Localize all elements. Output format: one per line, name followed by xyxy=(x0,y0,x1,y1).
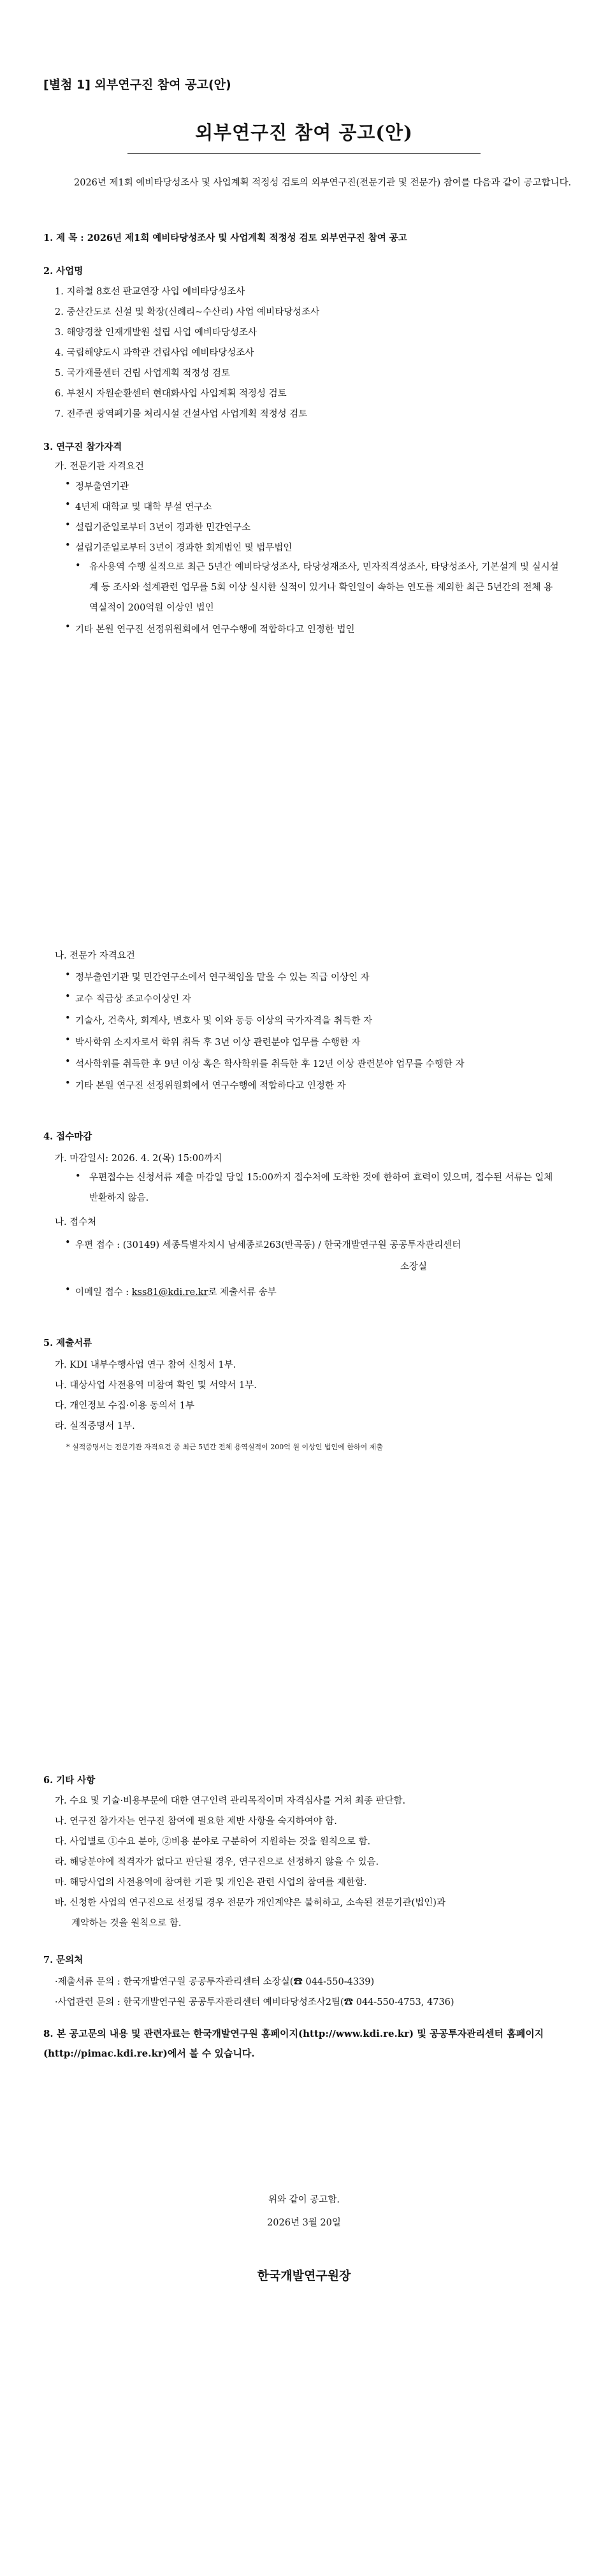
expert-criteria-label: 나. 전문가 자격요건 xyxy=(55,951,135,961)
document-item: 나. 대상사업 사전용역 미참여 확인 및 서약서 1부. xyxy=(55,1380,257,1391)
expert-bullet: • 기술사, 건축사, 회계사, 변호사 및 이와 동등 이상의 국가자격을 취득한 자 xyxy=(75,1013,372,1027)
expert-bullet: • 기타 본원 연구진 선정위원회에서 연구수행에 적합하다고 인정한 자 xyxy=(75,1078,345,1092)
misc-item: 라. 해당분야에 적격자가 없다고 판단될 경우, 연구진으로 선정하지 않을 수 있음. xyxy=(55,1857,379,1867)
section-4-heading: 4. 접수마감 xyxy=(43,1131,92,1142)
receipt-label: 나. 접수처 xyxy=(55,1217,97,1227)
criteria-bullet: • 설립기준일로부터 3년이 경과한 민간연구소 xyxy=(75,520,250,533)
contact-docs: ·제출서류 문의 : 한국개발연구원 공공투자관리센터 소장실(☎ 044-550-4339) xyxy=(55,1977,375,1987)
postal-receipt: • 우편 접수 : (30149) 세종특별자치시 남세종로263(반곡동) / 한국개발연구원 공공투자관리센터 xyxy=(75,1238,461,1251)
document-item: 다. 개인정보 수집·이용 동의서 1부 xyxy=(55,1401,194,1411)
project-item: 2. 중산간도로 신설 및 확장(신례리~수산리) 사업 예비타당성조사 xyxy=(55,307,320,317)
closing-line: 위와 같이 공고함. xyxy=(268,2195,340,2205)
section-3-heading: 3. 연구진 참가자격 xyxy=(43,442,122,452)
criteria-bullet: • 기타 본원 연구진 선정위원회에서 연구수행에 적합하다고 인정한 법인 xyxy=(75,622,354,635)
email-link[interactable]: kss81@kdi.re.kr xyxy=(131,1287,208,1298)
title-underline xyxy=(127,153,481,154)
email-receipt xyxy=(75,1285,277,1298)
criteria-bullet: • 4년제 대학교 및 대학 부설 연구소 xyxy=(75,500,212,513)
attachment-label: [별첨 1] 외부연구진 참여 공고(안) xyxy=(43,78,231,92)
section-1-heading: 1. 제 목 : 2026년 제1회 예비타당성조사 및 사업계획 적정성 검토 외부연구진 참여 공고 xyxy=(43,233,407,243)
project-item: 1. 지하철 8호선 판교연장 사업 예비타당성조사 xyxy=(55,287,245,297)
deadline-bullet: 우편접수는 신청서류 제출 마감일 당일 15:00까지 접수처에 도착한 것에 한하여 효력이 있으며, 접수된 서류는 일체 반환하지 않음. xyxy=(89,1173,553,1203)
expert-bullet: • 정부출연기관 및 민간연구소에서 연구책임을 맡을 수 있는 직급 이상인 자 xyxy=(75,970,370,983)
section-5-heading: 5. 제출서류 xyxy=(43,1338,92,1349)
document-note: * 실적증명서는 전문기관 자격요건 중 최근 5년간 전체 용역실적이 200억 원 이상인 법인에 한하여 제출 xyxy=(66,1443,383,1451)
section-8-heading: 8. 본 공고문의 내용 및 관련자료는 한국개발연구원 홈페이지(http://www.kdi.re.kr) 및 공공투자관리센터 홈페이지(http://pimac.kdi.re.kr)에서 볼 수 있습니다. xyxy=(43,2028,544,2059)
document-title: 외부연구진 참여 공고(안) xyxy=(195,122,413,143)
misc-item: 가. 수요 및 기술·비용부문에 대한 연구인력 관리목적이며 자격심사를 거쳐 최종 판단함. xyxy=(55,1796,406,1806)
misc-item: 마. 해당사업의 사전용역에 참여한 기관 및 개인은 관련 사업의 참여를 제한함. xyxy=(55,1878,367,1888)
criteria-bullet: • 정부출연기관 xyxy=(75,479,129,493)
document-item: 라. 실적증명서 1부. xyxy=(55,1421,135,1431)
project-item: 4. 국립해양도시 과학관 건립사업 예비타당성조사 xyxy=(55,348,254,358)
bullet-dot: • xyxy=(75,1171,81,1182)
section-6-heading: 6. 기타 사항 xyxy=(43,1775,96,1786)
criteria-bullet-long: 유사용역 수행 실적으로 최근 5년간 예비타당성조사, 타당성재조사, 민자적격성조사, 타당성조사, 기본설계 및 실시설계 등 조사와 설계관련 업무를 5회 이상 실시한 실적이 있거나 확인일이 속하는 연도를 제외한 최근 5년간의 전체 용역실적이 200억원 이상인 법인 xyxy=(89,562,559,613)
project-item: 3. 해양경찰 인재개발원 설립 사업 예비타당성조사 xyxy=(55,328,257,338)
expert-bullet: • 교수 직급상 조교수이상인 자 xyxy=(75,992,191,1005)
contact-project: ·사업관련 문의 : 한국개발연구원 공공투자관리센터 예비타당성조사2팀(☎ 044-550-4753, 4736) xyxy=(55,1997,454,2008)
section-7-heading: 7. 문의처 xyxy=(43,1955,83,1965)
project-item: 6. 부천시 자원순환센터 현대화사업 사업계획 적정성 검토 xyxy=(55,389,287,399)
institution-criteria-label: 가. 전문기관 자격요건 xyxy=(55,461,144,472)
signatory: 한국개발연구원장 xyxy=(257,2269,351,2283)
misc-item: 바. 신청한 사업의 연구진으로 선정될 경우 전문가 개인계약은 불허하고, 소속된 전문기관(법인)과 xyxy=(55,1898,445,1908)
intro-paragraph: 2026년 제1회 예비타당성조사 및 사업계획 적정성 검토의 외부연구진(전문기관 및 전문가) 참여를 다음과 같이 공고합니다. xyxy=(74,178,572,188)
misc-item: 다. 사업별로 ①수요 분야, ②비용 분야로 구분하여 지원하는 것을 원칙으로 함. xyxy=(55,1837,371,1847)
postal-receipt-cont: 소장실 xyxy=(400,1262,428,1272)
project-item: 7. 전주권 광역폐기물 처리시설 건설사업 사업계획 적정성 검토 xyxy=(55,409,308,419)
bullet-dot: • xyxy=(75,561,81,571)
project-item: 5. 국가재물센터 건립 사업계획 적정성 검토 xyxy=(55,368,230,379)
document-item: 가. KDI 내부수행사업 연구 참여 신청서 1부. xyxy=(55,1360,236,1370)
criteria-bullet: • 설립기준일로부터 3년이 경과한 회계법인 및 법무법인 xyxy=(75,540,292,554)
misc-item-cont: 계약하는 것을 원칙으로 함. xyxy=(71,1918,182,1928)
deadline-label: 가. 마감일시: 2026. 4. 2(목) 15:00까지 xyxy=(55,1154,222,1164)
email-suffix: 로 제출서류 송부 xyxy=(208,1287,277,1298)
misc-item: 나. 연구진 참가자는 연구진 참여에 필요한 제반 사항을 숙지하여야 함. xyxy=(55,1816,337,1827)
expert-bullet: • 박사학위 소지자로서 학위 취득 후 3년 이상 관련분야 업무를 수행한 자 xyxy=(75,1035,361,1048)
email-prefix: 이메일 접수 : xyxy=(75,1287,132,1298)
closing-date: 2026년 3월 20일 xyxy=(267,2218,341,2228)
section-2-heading: 2. 사업명 xyxy=(43,266,83,277)
expert-bullet: • 석사학위를 취득한 후 9년 이상 혹은 학사학위를 취득한 후 12년 이상 관련분야 업무를 수행한 자 xyxy=(75,1057,464,1070)
